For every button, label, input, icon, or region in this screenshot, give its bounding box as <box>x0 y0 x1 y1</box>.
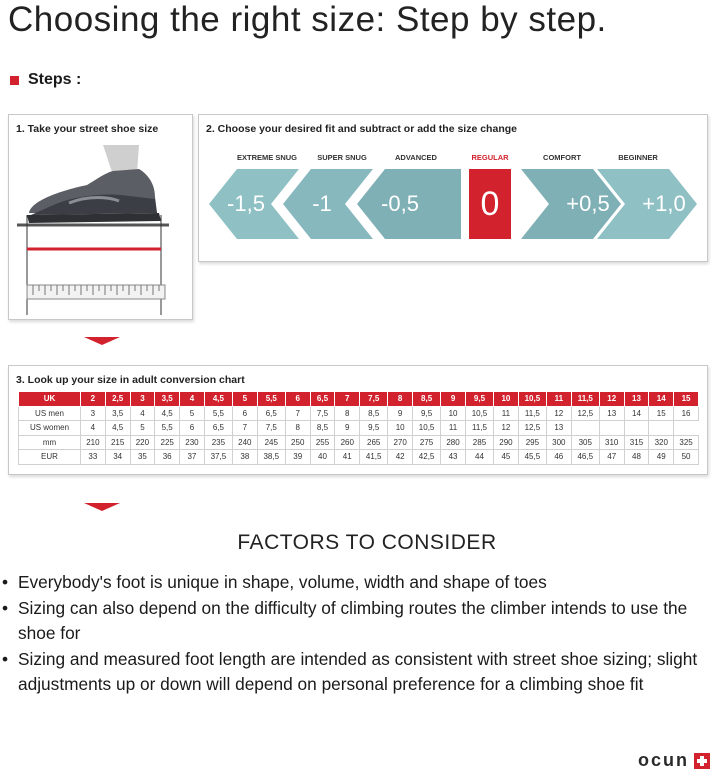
header-cell: 2,5 <box>105 392 130 407</box>
table-cell: 215 <box>105 435 130 450</box>
table-cell: 15 <box>649 406 674 421</box>
table-cell <box>571 421 599 436</box>
table-cell: 6,5 <box>204 421 232 436</box>
table-cell <box>599 421 624 436</box>
fit-value-plus-1-0: +1,0 <box>642 191 686 216</box>
header-cell: 9 <box>441 392 466 407</box>
table-cell: 43 <box>441 450 466 465</box>
table-cell: 245 <box>257 435 285 450</box>
table-cell: 3 <box>81 406 106 421</box>
table-cell <box>649 421 674 436</box>
header-cell: 14 <box>649 392 674 407</box>
fit-label-advanced: ADVANCED <box>395 153 437 162</box>
table-cell: 230 <box>180 435 205 450</box>
table-cell <box>624 421 649 436</box>
step1-panel <box>8 114 193 320</box>
header-label-uk: UK <box>19 392 81 407</box>
table-cell: 7 <box>285 406 310 421</box>
table-cell: 9,5 <box>413 406 441 421</box>
table-cell: 47 <box>599 450 624 465</box>
header-cell: 12 <box>599 392 624 407</box>
table-cell: 12,5 <box>518 421 546 436</box>
fit-value-minus-1: -1 <box>312 191 332 216</box>
table-cell: 12,5 <box>571 406 599 421</box>
table-cell: 40 <box>310 450 335 465</box>
table-cell: 38 <box>232 450 257 465</box>
table-cell: 50 <box>674 450 699 465</box>
row-label: US women <box>19 421 81 436</box>
factor-item: • Sizing and measured foot length are intended as consistent with street shoe sizing; slight adjustments up or down will depend on personal preference for a climbing shoe fit <box>2 648 698 694</box>
table-cell: 10,5 <box>413 421 441 436</box>
table-cell: 290 <box>494 435 519 450</box>
table-cell: 13 <box>546 421 571 436</box>
factor-item: • Sizing can also depend on the difficulty of climbing routes the climber intends to use the shoe for <box>2 597 688 643</box>
table-cell: 3,5 <box>105 406 130 421</box>
table-cell: 6 <box>180 421 205 436</box>
table-cell: 305 <box>571 435 599 450</box>
table-cell: 325 <box>674 435 699 450</box>
header-cell: 6,5 <box>310 392 335 407</box>
table-cell: 12 <box>494 421 519 436</box>
header-cell: 10 <box>494 392 519 407</box>
table-cell: 300 <box>546 435 571 450</box>
header-cell: 15 <box>674 392 699 407</box>
table-cell: 6 <box>232 406 257 421</box>
table-cell: 13 <box>599 406 624 421</box>
step2-panel <box>198 114 708 262</box>
table-cell: 12 <box>546 406 571 421</box>
header-cell: 9,5 <box>465 392 493 407</box>
table-cell: 8 <box>335 406 360 421</box>
table-cell: 49 <box>649 450 674 465</box>
header-cell: 3 <box>130 392 155 407</box>
fit-value-plus-0-5: +0,5 <box>566 191 610 216</box>
table-cell: 265 <box>360 435 388 450</box>
header-cell: 10,5 <box>518 392 546 407</box>
fit-label-super-snug: SUPER SNUG <box>317 153 367 162</box>
table-cell: 8 <box>285 421 310 436</box>
step3-title: 3. Look up your size in adult conversion chart <box>16 374 245 386</box>
conversion-header-row <box>19 392 699 407</box>
table-cell: 315 <box>624 435 649 450</box>
table-cell: 4 <box>130 406 155 421</box>
table-cell: 48 <box>624 450 649 465</box>
table-cell: 41 <box>335 450 360 465</box>
row-label: EUR <box>19 450 81 465</box>
header-cell: 2 <box>81 392 106 407</box>
table-row <box>19 421 699 436</box>
fit-value-minus-1-5: -1,5 <box>227 191 265 216</box>
table-cell: 10,5 <box>465 406 493 421</box>
header-cell: 11,5 <box>571 392 599 407</box>
table-cell: 4,5 <box>105 421 130 436</box>
fit-value-minus-0-5: -0,5 <box>381 191 419 216</box>
header-cell: 8 <box>388 392 413 407</box>
step1-title: 1. Take your street shoe size <box>16 123 159 135</box>
table-cell: 46 <box>546 450 571 465</box>
table-cell: 38,5 <box>257 450 285 465</box>
table-cell: 6,5 <box>257 406 285 421</box>
table-cell: 39 <box>285 450 310 465</box>
fit-chevrons <box>199 115 709 263</box>
table-cell: 37,5 <box>204 450 232 465</box>
table-cell: 35 <box>130 450 155 465</box>
table-cell: 5,5 <box>155 421 180 436</box>
header-cell: 4 <box>180 392 205 407</box>
table-cell: 250 <box>285 435 310 450</box>
header-cell: 11 <box>546 392 571 407</box>
table-cell: 275 <box>413 435 441 450</box>
fit-label-regular: REGULAR <box>471 153 509 162</box>
factors-title: FACTORS TO CONSIDER <box>237 531 497 554</box>
header-cell: 3,5 <box>155 392 180 407</box>
table-cell: 34 <box>105 450 130 465</box>
factor-item-text: Sizing can also depend on the difficulty of climbing routes the climber intends to use the shoe for <box>18 597 688 643</box>
table-cell: 11,5 <box>518 406 546 421</box>
table-cell: 10 <box>441 406 466 421</box>
table-cell: 5 <box>130 421 155 436</box>
table-cell: 4,5 <box>155 406 180 421</box>
table-cell: 8,5 <box>360 406 388 421</box>
table-cell: 16 <box>674 406 699 421</box>
table-cell: 9 <box>335 421 360 436</box>
table-cell: 295 <box>518 435 546 450</box>
table-cell: 33 <box>81 450 106 465</box>
table-cell: 270 <box>388 435 413 450</box>
table-cell: 7,5 <box>257 421 285 436</box>
row-label: mm <box>19 435 81 450</box>
table-cell: 10 <box>388 421 413 436</box>
row-label: US men <box>19 406 81 421</box>
table-row <box>19 435 699 450</box>
fit-label-beginner: BEGINNER <box>618 153 658 162</box>
table-cell: 46,5 <box>571 450 599 465</box>
table-cell: 7,5 <box>310 406 335 421</box>
header-cell: 5 <box>232 392 257 407</box>
table-cell: 36 <box>155 450 180 465</box>
header-cell: 7,5 <box>360 392 388 407</box>
table-cell: 42 <box>388 450 413 465</box>
table-cell: 45 <box>494 450 519 465</box>
steps-heading-text: Steps : <box>28 71 82 88</box>
header-cell: 4,5 <box>204 392 232 407</box>
header-cell: 6 <box>285 392 310 407</box>
table-cell: 9 <box>388 406 413 421</box>
logo-text: ocun <box>638 750 689 770</box>
table-cell: 45,5 <box>518 450 546 465</box>
bullet-square-icon <box>10 76 19 85</box>
table-cell: 310 <box>599 435 624 450</box>
table-cell: 41,5 <box>360 450 388 465</box>
steps-heading <box>10 71 81 89</box>
table-cell: 235 <box>204 435 232 450</box>
factor-item-text: Everybody's foot is unique in shape, volume, width and shape of toes <box>18 572 547 592</box>
table-cell: 8,5 <box>310 421 335 436</box>
table-cell: 225 <box>155 435 180 450</box>
table-cell: 11 <box>441 421 466 436</box>
table-cell: 260 <box>335 435 360 450</box>
page-title: Choosing the right size: Step by step. <box>8 0 607 39</box>
table-cell: 285 <box>465 435 493 450</box>
step2-title: 2. Choose your desired fit and subtract or add the size change <box>206 123 517 135</box>
logo-cross-icon <box>694 753 710 769</box>
table-cell: 240 <box>232 435 257 450</box>
table-cell: 4 <box>81 421 106 436</box>
step3-panel <box>8 365 708 475</box>
fit-value-regular: 0 <box>469 169 511 239</box>
table-cell: 11 <box>494 406 519 421</box>
table-cell: 37 <box>180 450 205 465</box>
table-cell: 280 <box>441 435 466 450</box>
table-row <box>19 450 699 465</box>
table-cell: 255 <box>310 435 335 450</box>
table-cell: 320 <box>649 435 674 450</box>
table-cell: 7 <box>232 421 257 436</box>
header-cell: 5,5 <box>257 392 285 407</box>
ocun-logo <box>638 750 710 771</box>
table-cell: 210 <box>81 435 106 450</box>
factor-item: • Everybody's foot is unique in shape, volume, width and shape of toes <box>2 572 547 592</box>
header-cell: 7 <box>335 392 360 407</box>
table-cell: 5 <box>180 406 205 421</box>
factors-list <box>0 570 712 698</box>
table-cell: 11,5 <box>465 421 493 436</box>
table-cell: 9,5 <box>360 421 388 436</box>
table-row <box>19 406 699 421</box>
table-cell: 44 <box>465 450 493 465</box>
arrow-down-icon <box>84 503 120 511</box>
factor-item-text: Sizing and measured foot length are intended as consistent with street shoe sizing; slight adjustments up or down will depend on personal preference for a climbing shoe fit <box>18 648 698 694</box>
table-cell: 42,5 <box>413 450 441 465</box>
table-cell: 5,5 <box>204 406 232 421</box>
fit-label-comfort: COMFORT <box>543 153 581 162</box>
shoe-measure-illustration <box>9 115 194 321</box>
header-cell: 13 <box>624 392 649 407</box>
fit-label-extreme-snug: EXTREME SNUG <box>236 153 297 162</box>
table-cell: 14 <box>624 406 649 421</box>
conversion-table <box>18 391 699 465</box>
arrow-down-icon <box>84 337 120 345</box>
table-cell: 220 <box>130 435 155 450</box>
header-cell: 8,5 <box>413 392 441 407</box>
